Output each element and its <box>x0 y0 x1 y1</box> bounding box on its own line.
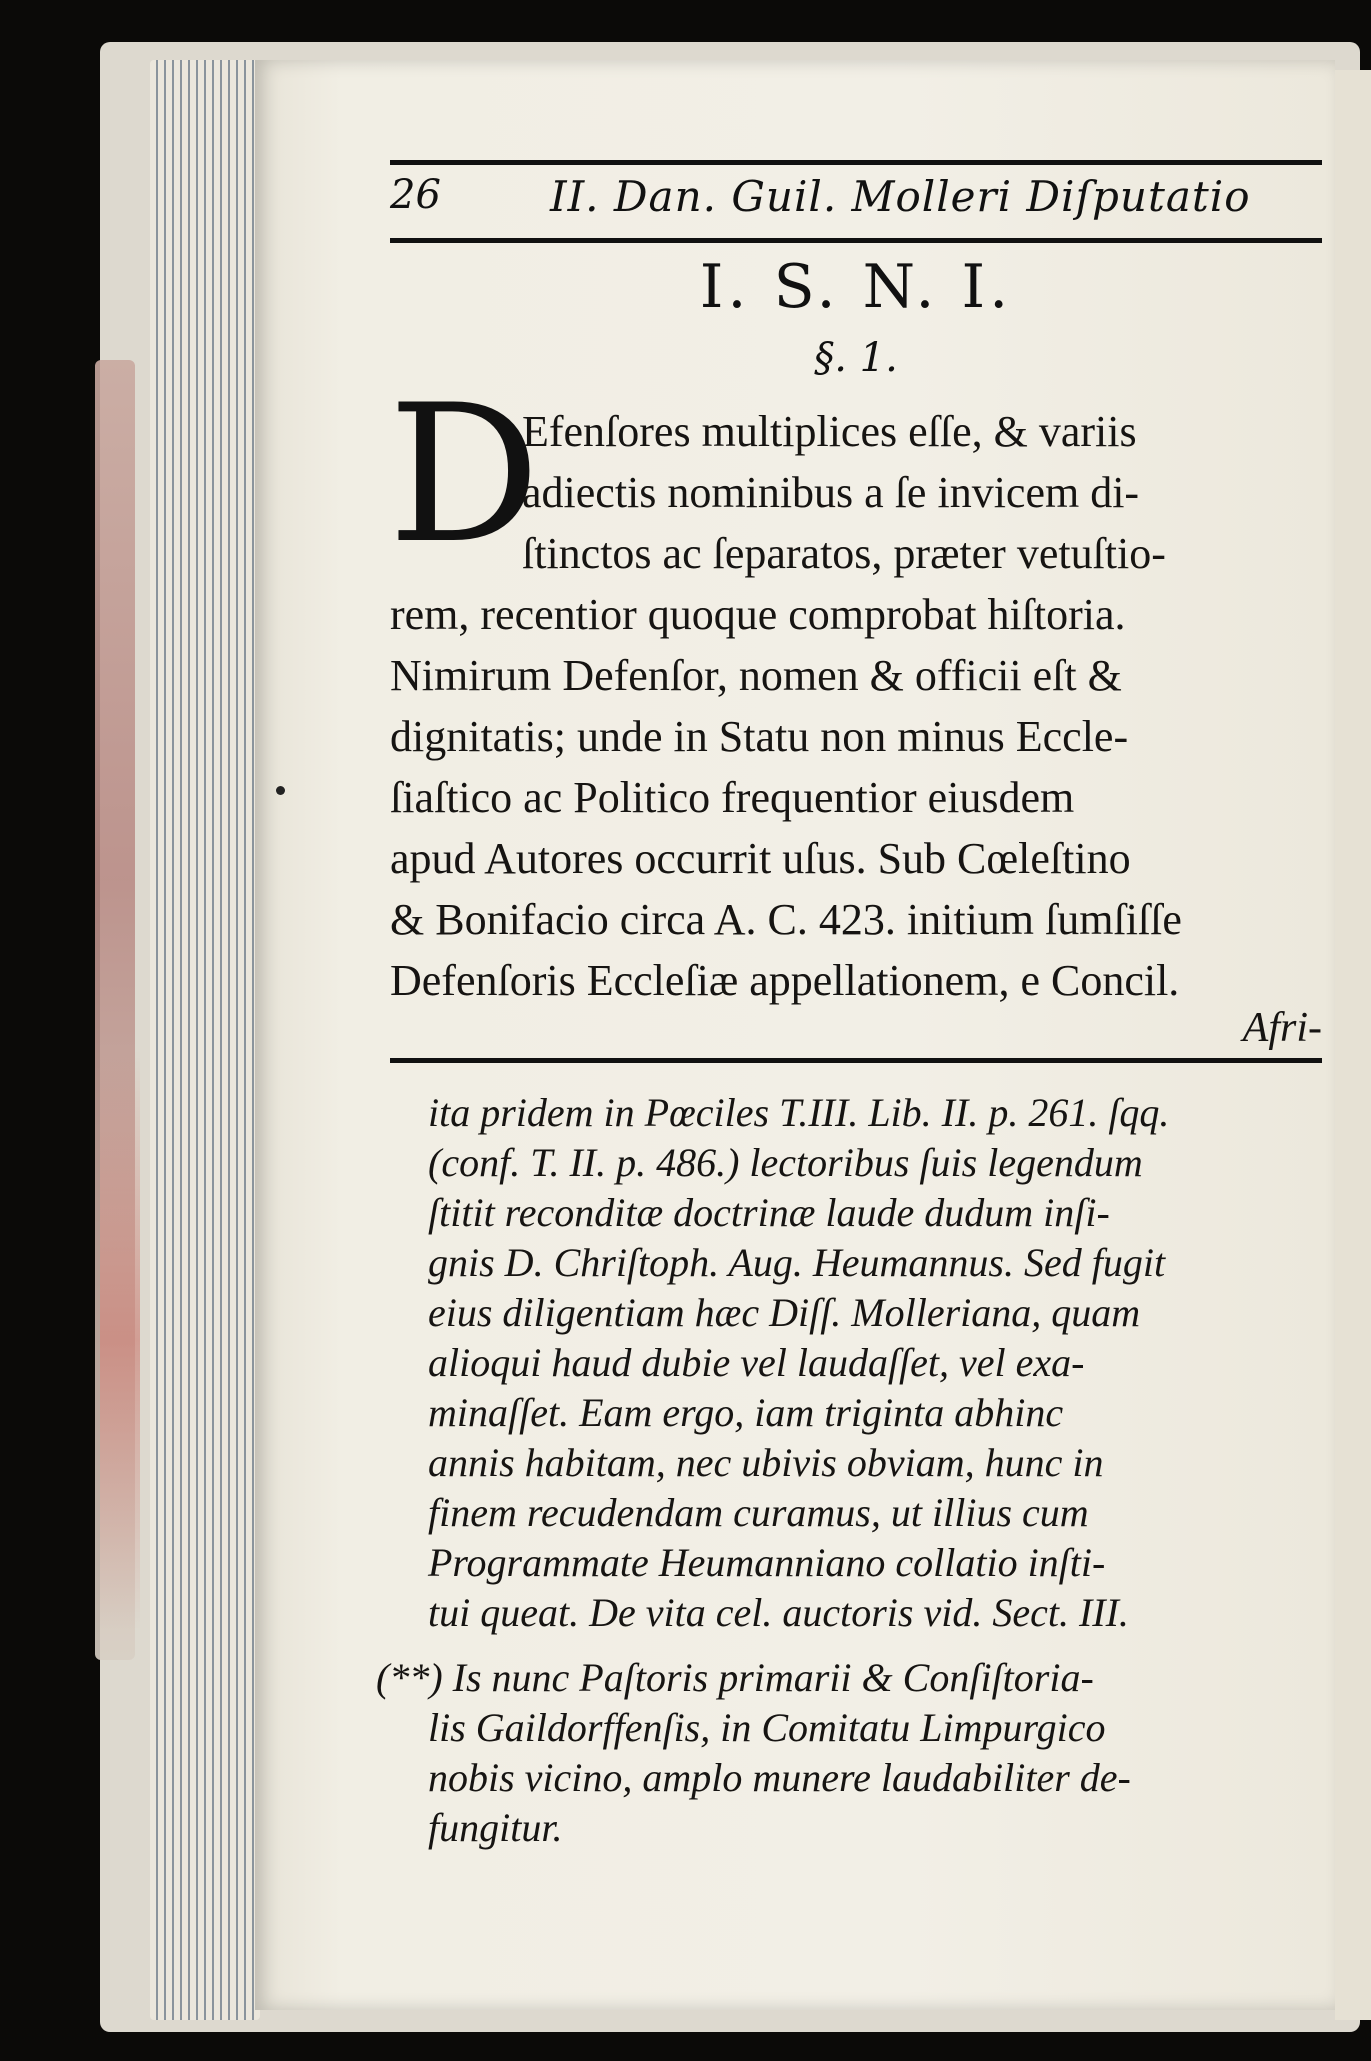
paragraph-mark: §. 1. <box>814 335 898 381</box>
footnote-line: gnis D. Chriſtoph. Aug. Heumannus. Sed fugit <box>428 1240 1166 1285</box>
drop-cap: D <box>388 364 541 585</box>
body-line: ſtinctos ac ſeparatos, præter vetuſtio- <box>522 529 1166 578</box>
body-line: ſiaſtico ac Politico frequentior eiusdem <box>390 773 1075 822</box>
footnote-line: Programmate Heumanniano collatio inſti- <box>428 1540 1106 1585</box>
footnote-line: eius diligentiam hæc Diſſ. Molleriana, quam <box>428 1290 1141 1335</box>
footnote-line: ſtitit reconditæ doctrinæ laude dudum inſi- <box>428 1190 1110 1235</box>
footnote-line: lis Gaildorffenſis, in Comitatu Limpurgico <box>428 1705 1106 1750</box>
footnote-line: alioqui haud dubie vel laudaſſet, vel exa- <box>428 1340 1085 1385</box>
footnote-line: finem recudendam curamus, ut illius cum <box>428 1490 1089 1535</box>
footnote-line: tui queat. De vita cel. auctoris vid. Sect. III. <box>428 1590 1129 1635</box>
footnote-line: (**) Is nunc Paſtoris primarii & Conſiſtoria- <box>376 1655 1094 1700</box>
footnote-line: minaſſet. Eam ergo, iam triginta abhinc <box>428 1390 1064 1435</box>
page-number: 26 <box>390 172 441 218</box>
header-top-rule <box>390 160 1322 165</box>
footnote-line: (conf. T. II. p. 486.) lectoribus ſuis legendum <box>428 1140 1143 1185</box>
facing-page-edge <box>1335 70 1371 2020</box>
header-bottom-rule <box>390 238 1322 243</box>
body-line: & Bonifacio circa A. C. 423. initium ſumſiſſe <box>390 895 1182 944</box>
ink-dot <box>276 786 285 795</box>
footnote-line: fungitur. <box>428 1805 563 1850</box>
body-line: Nimirum Defenſor, nomen & officii eſt & <box>390 651 1122 700</box>
running-title: II. Dan. Guil. Molleri Diſputatio <box>550 172 1251 221</box>
page-edges <box>150 60 260 2020</box>
body-line: Efenſores multiplices eſſe, & variis <box>522 407 1137 456</box>
body-line: rem, recentior quoque comprobat hiſtoria. <box>390 590 1126 639</box>
catchword: Afri- <box>1242 1005 1322 1051</box>
footnote-rule <box>390 1058 1322 1063</box>
red-stain <box>100 1050 140 1630</box>
body-line: dignitatis; unde in Statu non minus Eccle- <box>390 712 1129 761</box>
section-title: I. S. N. I. <box>699 252 1013 322</box>
body-line: adiectis nominibus a ſe invicem di- <box>522 468 1140 517</box>
footnote-line: nobis vicino, amplo munere laudabiliter de- <box>428 1755 1131 1800</box>
running-header <box>390 172 1322 222</box>
body-line: Defenſoris Eccleſiæ appellationem, e Concil. <box>390 956 1180 1005</box>
body-line: apud Autores occurrit uſus. Sub Cœleſtino <box>390 834 1131 883</box>
footnote-line: annis habitam, nec ubivis obviam, hunc in <box>428 1440 1104 1485</box>
footnote-line: ita pridem in Pœciles T.III. Lib. II. p. 261. ſqq. <box>428 1090 1170 1135</box>
